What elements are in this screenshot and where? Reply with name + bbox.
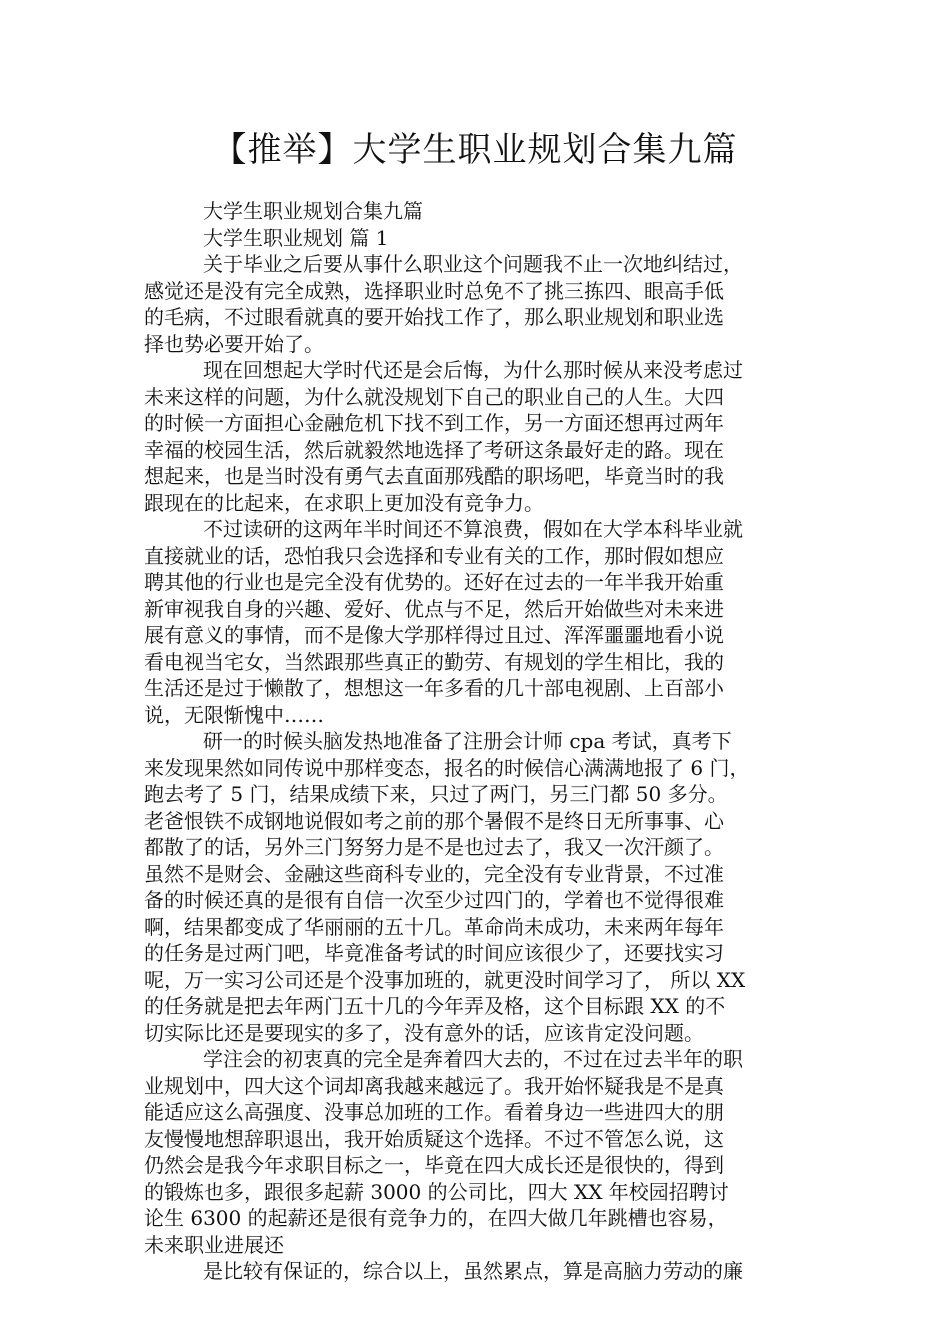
text-line: 是比较有保证的，综合以上，虽然累点，算是高脑力劳动的廉 — [203, 1259, 743, 1283]
text-line: 呢，万一实习公司还是个没事加班的，就更没时间学习了， 所以 XX — [144, 967, 746, 992]
text-line: 幸福的校园生活，然后就毅然地选择了考研这条最好走的路。现在 — [144, 437, 724, 462]
text-line: 说，无限惭愧中…… — [144, 702, 324, 727]
text-line: 展有意义的事情，而不是像大学那样得过且过、浑浑噩噩地看小说 — [144, 623, 724, 647]
text-line: 想起来，也是当时没有勇气去直面那残酷的职场吧，毕竟当时的我 — [144, 464, 724, 488]
text-line: 未来职业进展还 — [144, 1232, 284, 1257]
text-line: 感觉还是没有完全成熟，选择职业时总免不了挑三拣四、眼高手低 — [144, 278, 724, 303]
text-line: 论生 6300 的起薪还是很有竞争力的，在四大做几年跳槽也容易， — [144, 1206, 728, 1230]
text-line: 来发现果然如同传说中那样变态，报名的时候信心满满地报了 6 门， — [144, 755, 750, 780]
text-line: 新审视我自身的兴趣、爱好、优点与不足，然后开始做些对未来进 — [144, 596, 724, 621]
text-line: 现在回想起大学时代还是会后悔，为什么那时候从来没考虑过 — [203, 358, 743, 382]
text-line: 学注会的初衷真的完全是奔着四大去的，不过在过去半年的职 — [203, 1047, 743, 1071]
text-line: 跑去考了 5 门，结果成绩下来，只过了两门，另三门都 50 多分。 — [144, 782, 728, 806]
text-line: 的时候一方面担心金融危机下找不到工作，另一方面还想再过两年 — [144, 411, 724, 435]
text-line: 生活还是过于懒散了，想想这一年多看的几十部电视剧、上百部小 — [144, 676, 724, 700]
text-line: 老爸恨铁不成钢地说假如考之前的那个暑假不是终日无所事事、心 — [144, 808, 724, 833]
text-line: 能适应这么高强度、没事总加班的工作。看着身边一些进四大的朋 — [144, 1100, 724, 1124]
text-line: 的锻炼也多，跟很多起薪 3000 的公司比，四大 XX 年校园招聘讨 — [144, 1179, 729, 1204]
document-body — [144, 198, 824, 1285]
text-line: 啊，结果都变成了华丽丽的五十几。革命尚未成功，未来两年每年 — [144, 914, 724, 939]
text-line: 择也势必要开始了。 — [144, 331, 324, 356]
text-line: 不过读研的这两年半时间还不算浪费，假如在大学本科毕业就 — [203, 517, 743, 541]
text-line: 虽然不是财会、金融这些商科专业的，完全没有专业背景，不过准 — [144, 861, 724, 886]
text-line: 聘其他的行业也是完全没有优势的。还好在过去的一年半我开始重 — [144, 570, 724, 594]
text-line: 备的时候还真的是很有自信一次至少过四门的，学着也不觉得很难 — [144, 888, 724, 912]
text-line: 大学生职业规划 篇 1 — [203, 225, 389, 250]
text-line: 看电视当宅女，当然跟那些真正的勤劳、有规划的学生相比，我的 — [144, 649, 724, 674]
text-line: 关于毕业之后要从事什么职业这个问题我不止一次地纠结过， — [203, 252, 743, 276]
text-line: 仍然会是我今年求职目标之一，毕竟在四大成长还是很快的，得到 — [144, 1153, 724, 1177]
text-line: 业规划中，四大这个词却离我越来越远了。我开始怀疑我是不是真 — [144, 1073, 724, 1098]
text-line: 未来这样的问题，为什么就没规划下自己的职业自己的人生。大四 — [144, 384, 724, 409]
text-line: 切实际比还是要现实的多了，没有意外的话，应该肯定没问题。 — [144, 1020, 704, 1045]
text-line: 都散了的话，另外三门努努力是不是也过去了，我又一次汗颜了。 — [144, 835, 724, 859]
text-line: 大学生职业规划合集九篇 — [203, 199, 423, 223]
document-title: 【推举】大学生职业规划合集九篇 — [212, 130, 738, 170]
text-line: 跟现在的比起来，在求职上更加没有竞争力。 — [144, 490, 544, 515]
text-line: 的任务就是把去年两门五十几的今年弄及格，这个目标跟 XX 的不 — [144, 994, 726, 1018]
text-line: 友慢慢地想辞职退出，我开始质疑这个选择。不过不管怎么说，这 — [144, 1126, 724, 1151]
text-line: 研一的时候头脑发热地准备了注册会计师 cpa 考试，真考下 — [203, 729, 732, 753]
text-line: 的毛病，不过眼看就真的要开始找工作了，那么职业规划和职业选 — [144, 305, 724, 329]
text-line: 的任务是过两门吧，毕竟准备考试的时间应该很少了，还要找实习 — [144, 941, 724, 965]
text-line: 直接就业的话，恐怕我只会选择和专业有关的工作，那时假如想应 — [144, 543, 724, 568]
